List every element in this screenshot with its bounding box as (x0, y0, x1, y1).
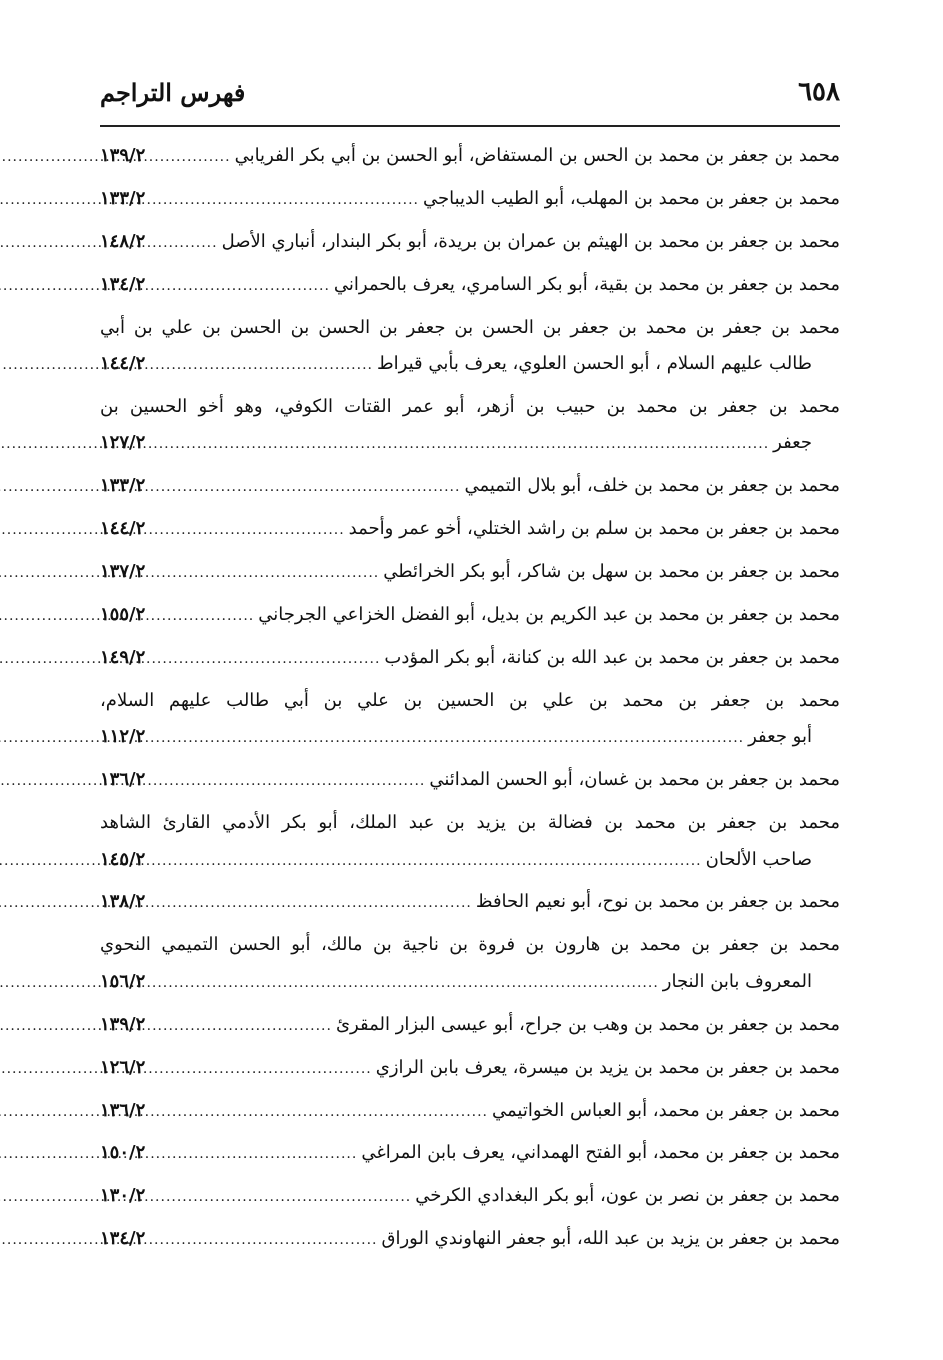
page-number: ٦٥٨ (798, 77, 840, 107)
header-rule (100, 125, 840, 127)
entry-name-text: محمد بن جعفر بن محمد، أبو العباس الخواتيمي (492, 1099, 840, 1121)
index-entry (100, 927, 840, 1000)
dot-leader (149, 469, 460, 506)
volume-page-reference: ١٥٠/٢ (100, 1142, 146, 1164)
index-entry (100, 805, 840, 878)
entry-line (100, 683, 840, 720)
volume-page-reference: ١٢٧/٢ (100, 432, 146, 454)
entry-name-text: محمد بن جعفر بن محمد بن نوح، أبو نعيم الحافظ (475, 891, 840, 913)
dot-leader (149, 1222, 377, 1259)
entry-continuation-line (100, 425, 840, 462)
entry-name-text: محمد بن جعفر بن محمد بن عبد الله بن كنانة، أبو بكر المؤدب (384, 646, 840, 668)
entry-line (100, 1221, 840, 1258)
index-entry (100, 1221, 840, 1258)
index-entry (100, 1050, 840, 1087)
entry-name-text: محمد بن جعفر بن محمد بن وهب بن جراح، أبو عيسى البزار المقرئ (335, 1013, 840, 1035)
entry-line (100, 267, 840, 304)
dot-leader (149, 1008, 332, 1045)
index-entry (100, 597, 840, 634)
index-entry (100, 1007, 840, 1044)
index-entry (100, 511, 840, 548)
entry-name-text: صاحب الألحان (705, 848, 812, 870)
entry-name-text: محمد بن جعفر بن محمد بن بقية، أبو بكر السامري، يعرف بالحمراني (333, 273, 840, 295)
entry-name-text: أبو جعفر (748, 726, 812, 748)
entry-name-text: محمد بن جعفر بن محمد بن المهلب، أبو الطيب الديباجي (423, 187, 840, 209)
volume-page-reference: ١٣٩/٢ (100, 145, 146, 166)
dot-leader (149, 268, 330, 305)
dot-leader (149, 965, 659, 1002)
entry-name-text: محمد بن جعفر بن محمد بن سلم بن راشد الختلي، أخو عمر وأحمد (348, 518, 840, 540)
volume-page-reference: ١٣٤/٢ (100, 1228, 146, 1250)
dot-leader (149, 225, 217, 262)
volume-page-reference: ١٣٤/٢ (100, 273, 146, 295)
entry-name-text: محمد بن جعفر بن محمد بن الحس بن المستفاض، أبو الحسن بن أبي بكر الفريابي (234, 145, 840, 166)
entry-name-text: محمد بن جعفر بن محمد بن يزيد بن ميسرة، يعرف بابن الرازي (375, 1056, 840, 1078)
volume-page-reference: ١٣٦/٢ (100, 769, 146, 791)
entry-line (100, 138, 840, 175)
dot-leader (149, 182, 419, 219)
dot-leader (149, 426, 769, 463)
volume-page-reference: ١٥٥/٢ (100, 604, 146, 626)
volume-page-reference: ١٤٨/٢ (100, 230, 146, 252)
volume-page-reference: ١٥٦/٢ (100, 970, 146, 992)
index-entry (100, 181, 840, 218)
index-entry (100, 267, 840, 304)
index-entry (100, 884, 840, 921)
volume-page-reference: ١٣٣/٢ (100, 187, 146, 209)
entry-line (100, 181, 840, 218)
dot-leader (149, 555, 379, 592)
index-entry (100, 389, 840, 462)
entry-name-text: محمد بن جعفر بن محمد بن الهيثم بن عمران بن بريدة، أبو بكر البندار، أنباري الأصل (221, 230, 840, 252)
dot-leader (149, 1051, 371, 1088)
index-entry (100, 1135, 840, 1172)
page-title: فهرس التراجم (100, 77, 246, 107)
index-entry (100, 1178, 840, 1215)
entry-line (100, 1135, 840, 1172)
volume-page-reference: ١٣٠/٢ (100, 1185, 146, 1207)
dot-leader (149, 1136, 357, 1173)
dot-leader (149, 641, 380, 678)
index-entry (100, 1093, 840, 1130)
entry-line (100, 389, 840, 426)
dot-leader (149, 1179, 411, 1216)
volume-page-reference: ١٤٤/٢ (100, 518, 146, 540)
entry-name-text: محمد بن جعفر بن محمد بن حبيب بن أزهر، أبو عمر القتات الكوفي، وهو أخو الحسين بن (100, 395, 840, 417)
entry-name-text: محمد بن جعفر بن محمد بن فضالة بن يزيد بن عبد الملك، أبو بكر الأدمي القارئ الشاهد (100, 812, 840, 834)
volume-page-reference: ١٤٤/٢ (100, 353, 146, 375)
volume-page-reference: ١٣٣/٢ (100, 475, 146, 497)
entry-name-text: جعفر (773, 432, 812, 454)
entry-line (100, 554, 840, 591)
entry-line (100, 1050, 840, 1087)
dot-leader (149, 1094, 488, 1131)
entry-line (100, 762, 840, 799)
index-entry (100, 310, 840, 383)
entry-continuation-line (100, 719, 840, 756)
index-entry (100, 224, 840, 261)
entry-name-text: المعروف بابن النجار (662, 970, 812, 992)
entry-name-text: محمد بن جعفر بن محمد بن عبد الكريم بن بديل، أبو الفضل الخزاعي الجرجاني (258, 604, 840, 626)
volume-page-reference: ١٣٦/٢ (100, 1099, 146, 1121)
volume-page-reference: ١٤٥/٢ (100, 848, 146, 870)
entry-name-text: محمد بن جعفر بن محمد، أبو الفتح الهمداني، يعرف بابن المراغي (361, 1142, 840, 1164)
entry-name-text: محمد بن جعفر بن محمد بن جعفر بن الحسن بن جعفر بن الحسن بن الحسن بن علي بن أبي (100, 316, 840, 338)
entry-name-text: محمد بن جعفر بن محمد بن خلف، أبو بلال التميمي (464, 475, 840, 497)
dot-leader (149, 763, 425, 800)
dot-leader (149, 843, 701, 880)
entry-line (100, 1007, 840, 1044)
entry-line (100, 468, 840, 505)
dot-leader (149, 598, 254, 635)
entry-continuation-line (100, 842, 840, 879)
entry-line (100, 805, 840, 842)
biography-index-list (100, 138, 840, 1264)
index-entry (100, 468, 840, 505)
entry-name-text: محمد بن جعفر بن محمد بن هارون بن فروة بن ناجية بن مالك، أبو الحسن التميمي النحوي (100, 934, 840, 956)
index-entry (100, 683, 840, 756)
index-entry (100, 554, 840, 591)
entry-line (100, 511, 840, 548)
volume-page-reference: ١٢٦/٢ (100, 1056, 146, 1078)
dot-leader (149, 512, 344, 549)
entry-name-text: محمد بن جعفر بن محمد بن غسان، أبو الحسن المدائني (429, 769, 840, 791)
entry-line (100, 927, 840, 964)
index-entry (100, 640, 840, 677)
volume-page-reference: ١١٢/٢ (100, 726, 146, 748)
index-entry (100, 762, 840, 799)
entry-name-text: محمد بن جعفر بن محمد بن سهل بن شاكر، أبو بكر الخرائطي (383, 561, 840, 583)
entry-continuation-line (100, 964, 840, 1001)
entry-line (100, 310, 840, 347)
entry-line (100, 884, 840, 921)
dot-leader (149, 139, 230, 176)
dot-leader (149, 885, 472, 922)
entry-line (100, 1178, 840, 1215)
entry-name-text: محمد بن جعفر بن محمد بن علي بن الحسين بن علي بن أبي طالب عليهم السلام، (100, 689, 840, 711)
entry-line (100, 597, 840, 634)
volume-page-reference: ١٤٩/٢ (100, 646, 146, 668)
dot-leader (149, 720, 744, 757)
entry-line (100, 224, 840, 261)
entry-continuation-line (100, 346, 840, 383)
entry-line (100, 640, 840, 677)
volume-page-reference: ١٣٨/٢ (100, 891, 146, 913)
dot-leader (149, 347, 373, 384)
index-entry (100, 138, 840, 175)
entry-name-text: محمد بن جعفر بن نصر بن عون، أبو بكر البغدادي الكرخي (415, 1185, 840, 1207)
volume-page-reference: ١٣٧/٢ (100, 561, 146, 583)
page-header (100, 72, 840, 112)
entry-name-text: طالب عليهم السلام ، أبو الحسن العلوي، يعرف بأبي قيراط (376, 353, 812, 375)
entry-line (100, 1093, 840, 1130)
volume-page-reference: ١٣٩/٢ (100, 1013, 146, 1035)
entry-name-text: محمد بن جعفر بن يزيد بن عبد الله، أبو جعفر النهاوندي الوراق (381, 1228, 840, 1250)
